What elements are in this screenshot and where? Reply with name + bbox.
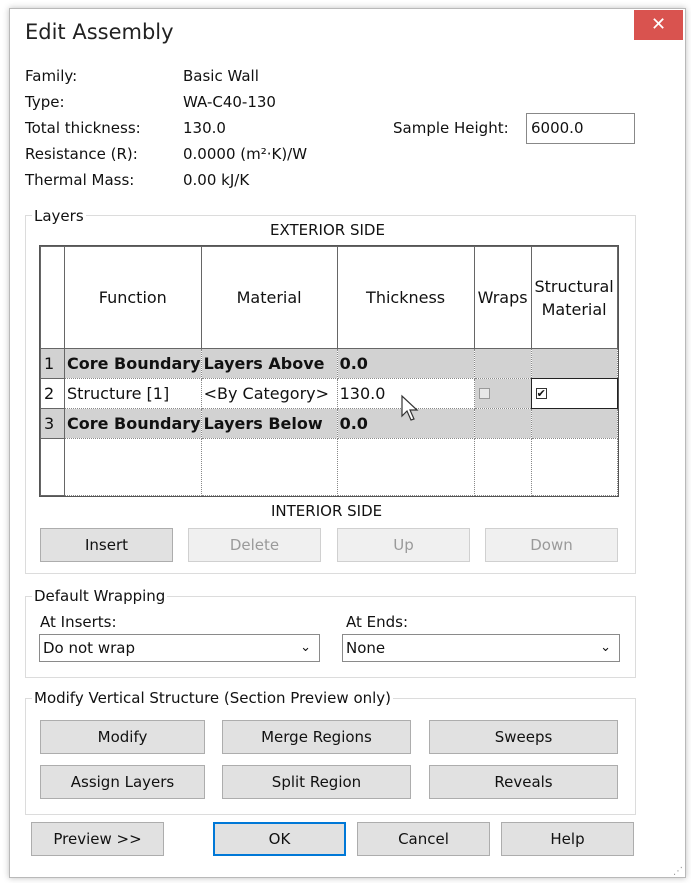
- function-cell[interactable]: Structure [1]: [65, 379, 202, 409]
- down-button[interactable]: Down: [485, 528, 618, 562]
- type-label: Type:: [25, 93, 65, 111]
- family-value: Basic Wall: [183, 67, 259, 85]
- row-number[interactable]: 2: [41, 379, 65, 409]
- function-cell[interactable]: Core Boundary: [65, 349, 202, 379]
- modify-vertical-title: Modify Vertical Structure (Section Preview only): [34, 689, 392, 707]
- modify-button[interactable]: Modify: [40, 720, 205, 754]
- thickness-cell[interactable]: 0.0: [337, 349, 474, 379]
- structural-cell: [531, 349, 617, 379]
- row-number[interactable]: 3: [41, 409, 65, 439]
- thermal-mass-label: Thermal Mass:: [25, 171, 135, 189]
- default-wrapping-title: Default Wrapping: [34, 587, 166, 605]
- wraps-checkbox[interactable]: [479, 388, 490, 399]
- row-header-corner: [41, 247, 65, 349]
- table-row[interactable]: [41, 409, 618, 439]
- column-header-thickness[interactable]: Thickness: [337, 247, 474, 349]
- resistance-value: 0.0000 (m²·K)/W: [183, 145, 308, 163]
- exterior-side-label: EXTERIOR SIDE: [270, 221, 385, 239]
- function-cell[interactable]: Core Boundary: [65, 409, 202, 439]
- interior-side-label: INTERIOR SIDE: [271, 502, 383, 520]
- column-header-structural-material[interactable]: Structural Material: [531, 247, 617, 349]
- at-inserts-select[interactable]: [39, 634, 320, 662]
- column-header-wraps[interactable]: Wraps: [474, 247, 531, 349]
- insert-button[interactable]: Insert: [40, 528, 173, 562]
- thickness-cell[interactable]: 130.0: [337, 379, 474, 409]
- at-inserts-label: At Inserts:: [40, 613, 117, 631]
- wraps-cell: [474, 409, 531, 439]
- delete-button[interactable]: Delete: [188, 528, 321, 562]
- type-value: WA-C40-130: [183, 93, 276, 111]
- chevron-down-icon: ⌄: [300, 640, 311, 655]
- wraps-cell: [474, 349, 531, 379]
- material-cell[interactable]: <By Category>: [201, 379, 337, 409]
- wraps-cell: [474, 379, 531, 409]
- family-label: Family:: [25, 67, 78, 85]
- at-ends-value: None: [346, 639, 386, 657]
- material-cell[interactable]: Layers Above: [201, 349, 337, 379]
- split-region-button[interactable]: Split Region: [222, 765, 411, 799]
- table-row[interactable]: [41, 379, 618, 409]
- close-button[interactable]: ✕: [634, 10, 683, 40]
- dialog-title: Edit Assembly: [25, 20, 174, 44]
- chevron-down-icon: ⌄: [600, 640, 611, 655]
- layers-group-title: Layers: [34, 207, 84, 225]
- column-header-material[interactable]: Material: [201, 247, 337, 349]
- at-ends-select[interactable]: [342, 634, 620, 662]
- thickness-value: 130.0: [183, 119, 226, 137]
- assign-layers-button[interactable]: Assign Layers: [40, 765, 205, 799]
- column-header-function[interactable]: Function: [65, 247, 202, 349]
- ok-button[interactable]: OK: [213, 822, 346, 856]
- layers-table: [39, 245, 619, 497]
- sample-height-input[interactable]: 6000.0: [526, 113, 635, 144]
- help-button[interactable]: Help: [501, 822, 634, 856]
- preview-button[interactable]: Preview >>: [31, 822, 164, 856]
- at-inserts-value: Do not wrap: [43, 639, 135, 657]
- sweeps-button[interactable]: Sweeps: [429, 720, 618, 754]
- thickness-cell[interactable]: 0.0: [337, 409, 474, 439]
- row-number[interactable]: 1: [41, 349, 65, 379]
- structural-cell[interactable]: [531, 379, 617, 409]
- reveals-button[interactable]: Reveals: [429, 765, 618, 799]
- mouse-cursor-icon: [400, 394, 420, 424]
- up-button[interactable]: Up: [337, 528, 470, 562]
- thickness-label: Total thickness:: [25, 119, 141, 137]
- table-row[interactable]: [41, 349, 618, 379]
- merge-regions-button[interactable]: Merge Regions: [222, 720, 411, 754]
- cancel-button[interactable]: Cancel: [357, 822, 490, 856]
- sample-height-label: Sample Height:: [393, 119, 509, 137]
- material-cell[interactable]: Layers Below: [201, 409, 337, 439]
- structural-material-checkbox[interactable]: ✔: [536, 387, 546, 400]
- resize-grip-icon[interactable]: ⋰: [673, 866, 683, 877]
- table-row-empty: [41, 439, 618, 496]
- thermal-mass-value: 0.00 kJ/K: [183, 171, 250, 189]
- at-ends-label: At Ends:: [346, 613, 409, 631]
- resistance-label: Resistance (R):: [25, 145, 138, 163]
- structural-cell: [531, 409, 617, 439]
